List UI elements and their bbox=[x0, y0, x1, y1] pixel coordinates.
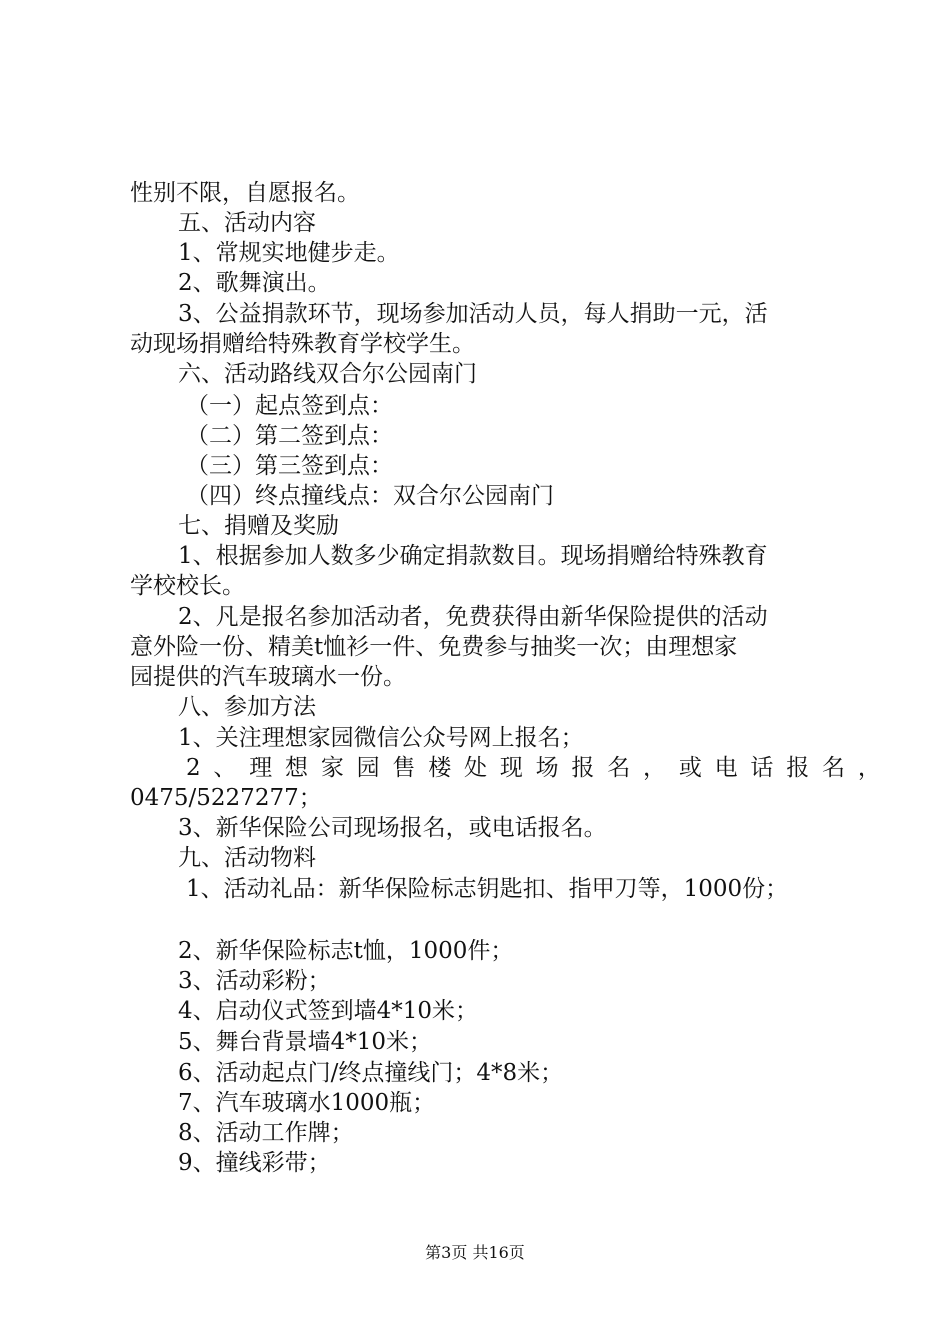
list-item: 1、常规实地健步走。 bbox=[178, 240, 400, 266]
list-item: 3、新华保险公司现场报名，或电话报名。 bbox=[178, 815, 607, 841]
list-item: 5、舞台背景墙4*10米； bbox=[178, 1029, 433, 1055]
list-item: 6、活动起点门/终点撞线门；4*8米； bbox=[178, 1060, 564, 1086]
list-item: （一）起点签到点： bbox=[186, 393, 393, 419]
paragraph-line: 意外险一份、精美t恤衫一件、免费参与抽奖一次；由理想家 bbox=[130, 634, 738, 660]
section-heading-activity-content: 五、活动内容 bbox=[178, 210, 316, 236]
list-item: 4、启动仪式签到墙4*10米； bbox=[178, 998, 479, 1024]
list-item: 9、撞线彩带； bbox=[178, 1150, 331, 1176]
paragraph-line: 性别不限，自愿报名。 bbox=[130, 180, 360, 206]
list-item: 2、凡是报名参加活动者，免费获得由新华保险提供的活动 bbox=[178, 604, 768, 630]
paragraph-line: 园提供的汽车玻璃水一份。 bbox=[130, 664, 406, 690]
phone-number: 0475/5227277； bbox=[130, 785, 322, 811]
section-heading-donation: 七、捐赠及奖励 bbox=[178, 513, 339, 539]
paragraph-line: 学校校长。 bbox=[130, 573, 245, 599]
list-item: （四）终点撞线点：双合尔公园南门 bbox=[186, 483, 554, 509]
section-heading-method: 八、参加方法 bbox=[178, 694, 316, 720]
list-item: 2、新华保险标志t恤，1000件； bbox=[178, 938, 514, 964]
list-item: 1、根据参加人数多少确定捐款数目。现场捐赠给特殊教育 bbox=[178, 543, 768, 569]
list-item: 7、汽车玻璃水1000瓶； bbox=[178, 1090, 436, 1116]
list-item: 1、关注理想家园微信公众号网上报名； bbox=[178, 725, 584, 751]
list-item: 2、理想家园售楼处现场报名，或电话报名， bbox=[186, 755, 894, 781]
section-heading-route: 六、活动路线双合尔公园南门 bbox=[178, 361, 477, 387]
list-item: 2、歌舞演出。 bbox=[178, 270, 331, 296]
list-item: 3、活动彩粉； bbox=[178, 968, 331, 994]
page-footer: 第3页 共16页 bbox=[425, 1243, 525, 1262]
list-item: 8、活动工作牌； bbox=[178, 1120, 354, 1146]
list-item: 3、公益捐款环节，现场参加活动人员，每人捐助一元，活 bbox=[178, 301, 768, 327]
list-item: （二）第二签到点： bbox=[186, 423, 393, 449]
section-heading-materials: 九、活动物料 bbox=[178, 845, 316, 871]
paragraph-line: 动现场捐赠给特殊教育学校学生。 bbox=[130, 331, 475, 357]
list-item: 1、活动礼品：新华保险标志钥匙扣、指甲刀等，1000份； bbox=[186, 876, 789, 902]
list-item: （三）第三签到点： bbox=[186, 453, 393, 479]
